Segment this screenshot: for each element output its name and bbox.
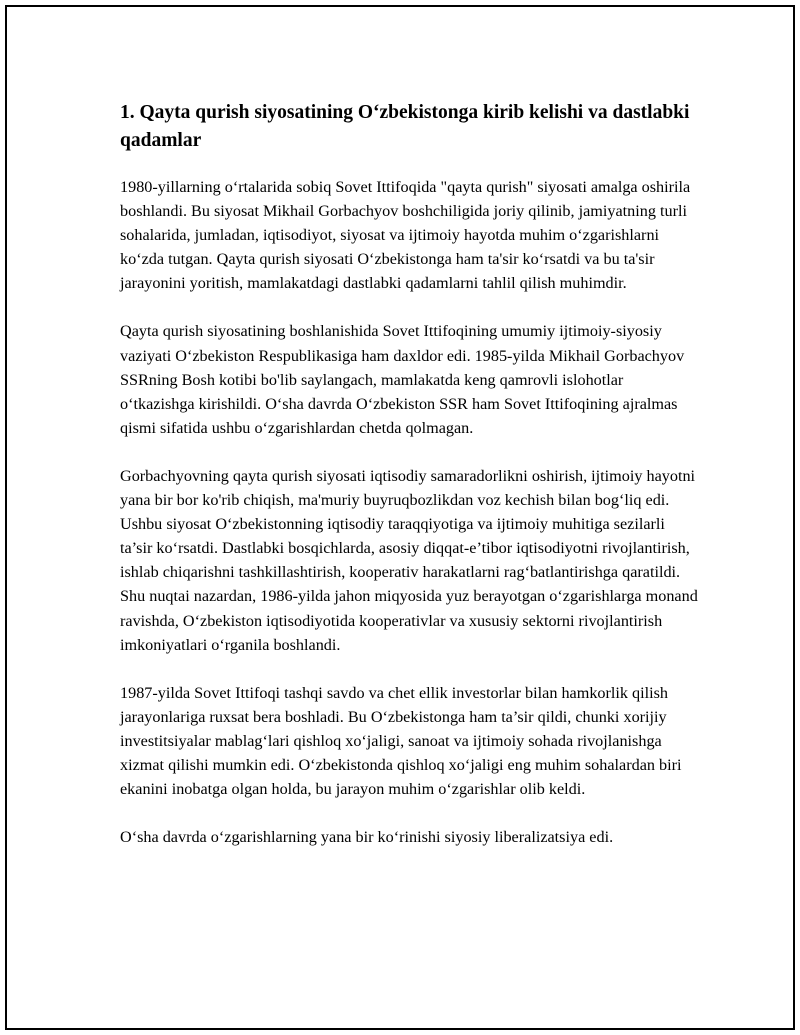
paragraph-2: Qayta qurish siyosatining boshlanishida Sovet Ittifoqining umumiy ijtimoiy-siyosiy vaziyati O‘zbekiston Respublikasiga ham daxldor edi. 1985-yilda Mikhail Gorbachyov SSRning Bosh kotibi bo'lib saylangach, mamlakatda keng qamrovli islohotlar o‘tkazishga kirishildi. O‘sha davrda O‘zbekiston SSR ham Sovet Ittifoqining ajralmas qismi sifatida ushbu o‘zgarishlardan chetda qolmagan.: [120, 322, 685, 437]
section-heading: 1. Qayta qurish siyosatining O‘zbekistonga kirib kelishi va dastlabki qadamlar: [120, 102, 690, 151]
paragraph-4: 1987-yilda Sovet Ittifoqi tashqi savdo va chet ellik investorlar bilan hamkorlik qilish jarayonlariga ruxsat bera boshladi. Bu O‘zbekistonga ham ta’sir qildi, chunki xorijiy investitsiyalar mablag‘lari qishloq xo‘jaligi, sanoat va ijtimoiy sohada rivojlanishga xizmat qilishi mumkin edi. O‘zbekistonda qishloq xo‘jaligi eng muhim sohalardan biri ekanini inobatga olgan holda, bu jarayon muhim o‘zgarishlar olib keldi.: [120, 683, 682, 799]
document-body: [120, 99, 700, 873]
page-frame: [5, 5, 795, 1030]
paragraph-5: O‘sha davrda o‘zgarishlarning yana bir ko‘rinishi siyosiy liberalizatsiya edi.: [120, 828, 614, 847]
paragraph-3: Gorbachyovning qayta qurish siyosati iqtisodiy samaradorlikni oshirish, ijtimoiy hayotni yana bir bor ko'rib chiqish, ma'muriy buyruqbozlikdan voz kechish bilan bog‘liq edi. Ushbu siyosat O‘zbekistonning iqtisodiy taraqqiyotiga va ijtimoiy muhitiga sezilarli ta’sir ko‘rsatdi. Dastlabki bosqichlarda, asosiy diqqat-e’tibor iqtisodiyotni rivojlantirish, ishlab chiqarishni tashkillashtirish, kooperativ harakatlarni rag‘batlantirishga qaratildi. Shu nuqtai nazardan, 1986-yilda jahon miqyosida yuz berayotgan o‘zgarishlarga monand ravishda, O‘zbekiston iqtisodiyotida kooperativlar va xususiy sektorni rivojlantirish imkoniyatlari o‘rganila boshlandi.: [120, 466, 698, 654]
paragraph-1: 1980-yillarning o‘rtalarida sobiq Sovet Ittifoqida "qayta qurish" siyosati amalga oshirila boshlandi. Bu siyosat Mikhail Gorbachyov boshchiligida joriy qilinib, jamiyatning turli sohalarida, jumladan, iqtisodiyot, siyosat va ijtimoiy hayotda muhim o‘zgarishlarni ko‘zda tutgan. Qayta qurish siyosati O‘zbekistonga ham ta'sir ko‘rsatdi va bu ta'sir jarayonini yoritish, mamlakatdagi dastlabki qadamlarni tahlil qilish muhimdir.: [120, 178, 691, 293]
